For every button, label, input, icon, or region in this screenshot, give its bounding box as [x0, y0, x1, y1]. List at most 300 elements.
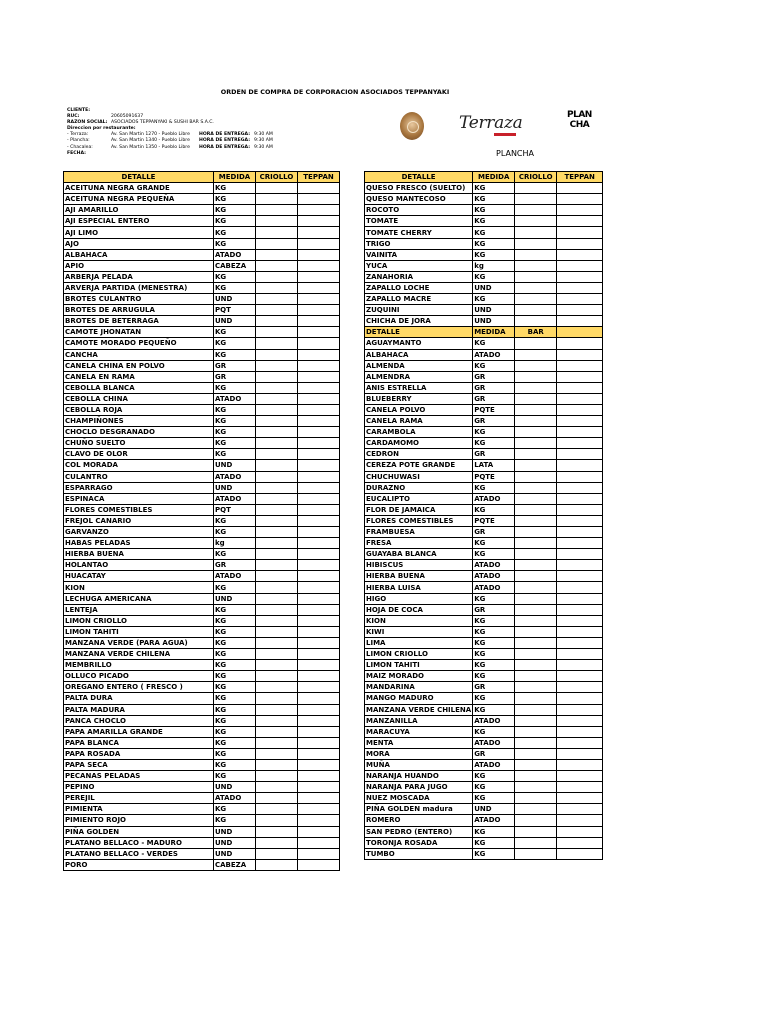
item-name: ROMERO: [365, 815, 473, 826]
qty-criollo-cell[interactable]: [515, 582, 557, 593]
qty-criollo-cell[interactable]: [256, 604, 298, 615]
qty-criollo-cell[interactable]: [515, 615, 557, 626]
qty-criollo-cell[interactable]: [256, 771, 298, 782]
qty-teppan-cell[interactable]: [298, 449, 340, 460]
qty-teppan-cell[interactable]: [557, 560, 603, 571]
qty-teppan-cell[interactable]: [298, 604, 340, 615]
hora-label: HORA DE ENTREGA:: [199, 138, 251, 144]
qty-criollo-cell[interactable]: [256, 216, 298, 227]
table-row: [365, 515, 603, 526]
qty-criollo-cell[interactable]: [515, 216, 557, 227]
qty-teppan-cell[interactable]: [557, 582, 603, 593]
qty-criollo-cell[interactable]: [256, 804, 298, 815]
qty-teppan-cell[interactable]: [557, 449, 603, 460]
qty-teppan-cell[interactable]: [298, 693, 340, 704]
qty-criollo-cell[interactable]: [256, 549, 298, 560]
qty-teppan-cell[interactable]: [557, 671, 603, 682]
qty-teppan-cell[interactable]: [557, 504, 603, 515]
qty-criollo-cell[interactable]: [256, 560, 298, 571]
qty-criollo-cell[interactable]: [256, 626, 298, 637]
qty-criollo-cell[interactable]: [256, 748, 298, 759]
qty-criollo-cell[interactable]: [256, 460, 298, 471]
qty-teppan-cell[interactable]: [557, 349, 603, 360]
qty-teppan-cell[interactable]: [557, 416, 603, 427]
qty-teppan-cell[interactable]: [298, 649, 340, 660]
qty-criollo-cell[interactable]: [515, 815, 557, 826]
qty-teppan-cell[interactable]: [557, 804, 603, 815]
qty-teppan-cell[interactable]: [557, 782, 603, 793]
qty-criollo-cell[interactable]: [515, 571, 557, 582]
qty-criollo-cell[interactable]: [515, 682, 557, 693]
item-name: PECANAS PELADAS: [64, 771, 214, 782]
qty-criollo-cell[interactable]: [256, 704, 298, 715]
qty-teppan-cell[interactable]: [298, 404, 340, 415]
table-row: [64, 327, 340, 338]
qty-teppan-cell[interactable]: [557, 227, 603, 238]
qty-teppan-cell[interactable]: [557, 682, 603, 693]
table-row: [64, 626, 340, 637]
qty-criollo-cell[interactable]: [256, 493, 298, 504]
qty-teppan-cell[interactable]: [298, 338, 340, 349]
qty-teppan-cell[interactable]: [298, 782, 340, 793]
qty-criollo-cell[interactable]: [515, 227, 557, 238]
qty-criollo-cell[interactable]: [256, 382, 298, 393]
qty-teppan-cell[interactable]: [557, 626, 603, 637]
qty-criollo-cell[interactable]: [256, 826, 298, 837]
qty-teppan-cell[interactable]: [557, 382, 603, 393]
qty-teppan-cell[interactable]: [298, 294, 340, 305]
qty-teppan-cell[interactable]: [298, 194, 340, 205]
qty-teppan-cell[interactable]: [557, 571, 603, 582]
qty-criollo-cell[interactable]: [515, 238, 557, 249]
qty-criollo-cell[interactable]: [256, 393, 298, 404]
qty-criollo-cell[interactable]: [515, 515, 557, 526]
qty-teppan-cell[interactable]: [557, 637, 603, 648]
qty-teppan-cell[interactable]: [557, 393, 603, 404]
qty-teppan-cell[interactable]: [298, 427, 340, 438]
qty-criollo-cell[interactable]: [256, 194, 298, 205]
item-name: SAN PEDRO (ENTERO): [365, 826, 473, 837]
qty-teppan-cell[interactable]: [298, 582, 340, 593]
qty-teppan-cell[interactable]: [298, 682, 340, 693]
qty-criollo-cell[interactable]: [515, 826, 557, 837]
qty-criollo-cell[interactable]: [515, 771, 557, 782]
qty-criollo-cell[interactable]: [256, 527, 298, 538]
qty-teppan-cell[interactable]: [557, 427, 603, 438]
item-name: CARAMBOLA: [365, 427, 473, 438]
qty-teppan-cell[interactable]: [298, 504, 340, 515]
subheader-bar: BAR: [515, 327, 557, 338]
qty-teppan-cell[interactable]: [298, 238, 340, 249]
qty-criollo-cell[interactable]: [256, 848, 298, 859]
qty-teppan-cell[interactable]: [298, 471, 340, 482]
item-name: ALMENDRA: [365, 371, 473, 382]
qty-teppan-cell[interactable]: [298, 759, 340, 770]
qty-teppan-cell[interactable]: [557, 715, 603, 726]
qty-teppan-cell[interactable]: [557, 837, 603, 848]
qty-teppan-cell[interactable]: [557, 216, 603, 227]
qty-criollo-cell[interactable]: [515, 549, 557, 560]
qty-criollo-cell[interactable]: [515, 538, 557, 549]
qty-teppan-cell[interactable]: [557, 260, 603, 271]
qty-criollo-cell[interactable]: [515, 427, 557, 438]
item-unit: KG: [214, 649, 256, 660]
item-unit: UND: [473, 316, 515, 327]
qty-criollo-cell[interactable]: [515, 349, 557, 360]
item-name: PIMIENTA: [64, 804, 214, 815]
qty-teppan-cell[interactable]: [298, 349, 340, 360]
qty-criollo-cell[interactable]: [515, 593, 557, 604]
qty-criollo-cell[interactable]: [256, 815, 298, 826]
qty-teppan-cell[interactable]: [557, 527, 603, 538]
table-row: [64, 382, 340, 393]
qty-criollo-cell[interactable]: [256, 327, 298, 338]
item-name: PORO: [64, 859, 214, 870]
table-row: [64, 582, 340, 593]
qty-criollo-cell[interactable]: [256, 737, 298, 748]
item-unit: KG: [214, 349, 256, 360]
qty-teppan-cell[interactable]: [298, 316, 340, 327]
qty-criollo-cell[interactable]: [256, 571, 298, 582]
qty-criollo-cell[interactable]: [256, 316, 298, 327]
qty-criollo-cell[interactable]: [256, 759, 298, 770]
qty-criollo-cell[interactable]: [256, 360, 298, 371]
qty-teppan-cell[interactable]: [298, 538, 340, 549]
table-row: [64, 194, 340, 205]
qty-criollo-cell[interactable]: [515, 660, 557, 671]
qty-teppan-cell[interactable]: [557, 438, 603, 449]
qty-teppan-cell[interactable]: [557, 693, 603, 704]
qty-criollo-cell[interactable]: [515, 205, 557, 216]
qty-criollo-cell[interactable]: [256, 538, 298, 549]
qty-criollo-cell[interactable]: [515, 260, 557, 271]
table-row: [64, 549, 340, 560]
qty-criollo-cell[interactable]: [515, 560, 557, 571]
table-row: [64, 815, 340, 826]
item-name: CANELA POLVO: [365, 404, 473, 415]
qty-criollo-cell[interactable]: [256, 660, 298, 671]
qty-teppan-cell[interactable]: [298, 726, 340, 737]
qty-teppan-cell[interactable]: [298, 282, 340, 293]
qty-teppan-cell[interactable]: [298, 183, 340, 194]
qty-criollo-cell[interactable]: [515, 482, 557, 493]
item-unit: KG: [214, 726, 256, 737]
qty-teppan-cell[interactable]: [298, 737, 340, 748]
qty-criollo-cell[interactable]: [515, 637, 557, 648]
qty-criollo-cell[interactable]: [515, 671, 557, 682]
qty-criollo-cell[interactable]: [256, 371, 298, 382]
qty-teppan-cell[interactable]: [557, 848, 603, 859]
qty-criollo-cell[interactable]: [515, 249, 557, 260]
qty-criollo-cell[interactable]: [515, 848, 557, 859]
table-row: [365, 371, 603, 382]
qty-teppan-cell[interactable]: [298, 660, 340, 671]
qty-teppan-cell[interactable]: [298, 704, 340, 715]
qty-teppan-cell[interactable]: [557, 471, 603, 482]
qty-teppan-cell[interactable]: [557, 793, 603, 804]
item-unit: KG: [473, 837, 515, 848]
table-row: [365, 804, 603, 815]
qty-teppan-cell[interactable]: [298, 637, 340, 648]
restaurant-seal-logo: [400, 112, 424, 140]
qty-teppan-cell[interactable]: [298, 848, 340, 859]
qty-teppan-cell[interactable]: [298, 826, 340, 837]
qty-criollo-cell[interactable]: [515, 471, 557, 482]
qty-teppan-cell[interactable]: [557, 704, 603, 715]
qty-criollo-cell[interactable]: [256, 249, 298, 260]
qty-criollo-cell[interactable]: [515, 271, 557, 282]
item-unit: KG: [214, 549, 256, 560]
qty-criollo-cell[interactable]: [256, 837, 298, 848]
qty-criollo-cell[interactable]: [256, 260, 298, 271]
qty-teppan-cell[interactable]: [557, 316, 603, 327]
qty-criollo-cell[interactable]: [256, 693, 298, 704]
hora-label: HORA DE ENTREGA:: [199, 144, 251, 150]
qty-teppan-cell[interactable]: [298, 793, 340, 804]
qty-criollo-cell[interactable]: [256, 637, 298, 648]
qty-criollo-cell[interactable]: [256, 294, 298, 305]
qty-criollo-cell[interactable]: [256, 271, 298, 282]
qty-teppan-cell[interactable]: [557, 371, 603, 382]
qty-teppan-cell[interactable]: [557, 815, 603, 826]
qty-teppan-cell[interactable]: [557, 759, 603, 770]
qty-criollo-cell[interactable]: [515, 282, 557, 293]
qty-teppan-cell[interactable]: [298, 305, 340, 316]
qty-criollo-cell[interactable]: [515, 371, 557, 382]
qty-criollo-cell[interactable]: [256, 305, 298, 316]
item-unit: KG: [473, 826, 515, 837]
qty-criollo-cell[interactable]: [515, 393, 557, 404]
qty-criollo-cell[interactable]: [515, 782, 557, 793]
qty-teppan-cell[interactable]: [298, 549, 340, 560]
qty-criollo-cell[interactable]: [515, 460, 557, 471]
qty-criollo-cell[interactable]: [256, 504, 298, 515]
qty-criollo-cell[interactable]: [256, 282, 298, 293]
qty-teppan-cell[interactable]: [557, 604, 603, 615]
qty-criollo-cell[interactable]: [515, 793, 557, 804]
qty-teppan-cell[interactable]: [557, 305, 603, 316]
qty-teppan-cell[interactable]: [557, 460, 603, 471]
qty-criollo-cell[interactable]: [515, 737, 557, 748]
qty-criollo-cell[interactable]: [256, 427, 298, 438]
item-unit: kg: [473, 260, 515, 271]
qty-teppan-cell[interactable]: [298, 815, 340, 826]
qty-teppan-cell[interactable]: [557, 249, 603, 260]
qty-criollo-cell[interactable]: [515, 294, 557, 305]
qty-criollo-cell[interactable]: [515, 360, 557, 371]
qty-teppan-cell[interactable]: [298, 671, 340, 682]
qty-criollo-cell[interactable]: [256, 471, 298, 482]
qty-teppan-cell[interactable]: [557, 660, 603, 671]
item-unit: KG: [473, 704, 515, 715]
qty-teppan-cell[interactable]: [557, 826, 603, 837]
qty-teppan-cell[interactable]: [298, 626, 340, 637]
table-row: [365, 637, 603, 648]
qty-teppan-cell[interactable]: [557, 183, 603, 194]
item-name: PAPA BLANCA: [64, 737, 214, 748]
qty-criollo-cell[interactable]: [515, 704, 557, 715]
item-unit: kg: [214, 538, 256, 549]
table-row: [365, 504, 603, 515]
qty-teppan-cell[interactable]: [298, 571, 340, 582]
table-row: [64, 460, 340, 471]
qty-criollo-cell[interactable]: [256, 582, 298, 593]
item-name: HOJA DE COCA: [365, 604, 473, 615]
qty-teppan-cell[interactable]: [298, 527, 340, 538]
qty-teppan-cell[interactable]: [298, 249, 340, 260]
table-row: [365, 782, 603, 793]
qty-teppan-cell[interactable]: [557, 271, 603, 282]
qty-teppan-cell[interactable]: [298, 515, 340, 526]
qty-criollo-cell[interactable]: [256, 438, 298, 449]
plancha-logo-line-2: CHA: [569, 120, 590, 130]
qty-criollo-cell[interactable]: [256, 715, 298, 726]
qty-criollo-cell[interactable]: [515, 804, 557, 815]
qty-criollo-cell[interactable]: [256, 338, 298, 349]
item-unit: KG: [473, 626, 515, 637]
qty-criollo-cell[interactable]: [515, 649, 557, 660]
qty-criollo-cell[interactable]: [256, 404, 298, 415]
table-row: [365, 416, 603, 427]
qty-teppan-cell[interactable]: [557, 205, 603, 216]
item-unit: KG: [214, 238, 256, 249]
qty-criollo-cell[interactable]: [256, 615, 298, 626]
qty-criollo-cell[interactable]: [515, 382, 557, 393]
qty-teppan-cell[interactable]: [557, 238, 603, 249]
qty-teppan-cell[interactable]: [298, 205, 340, 216]
qty-teppan-cell[interactable]: [557, 493, 603, 504]
qty-criollo-cell[interactable]: [256, 515, 298, 526]
qty-teppan-cell[interactable]: [298, 216, 340, 227]
qty-criollo-cell[interactable]: [515, 693, 557, 704]
qty-teppan-cell[interactable]: [557, 294, 603, 305]
qty-teppan-cell[interactable]: [298, 360, 340, 371]
qty-teppan-cell[interactable]: [557, 338, 603, 349]
qty-teppan-cell[interactable]: [557, 771, 603, 782]
qty-criollo-cell[interactable]: [256, 349, 298, 360]
qty-criollo-cell[interactable]: [256, 183, 298, 194]
qty-criollo-cell[interactable]: [515, 438, 557, 449]
qty-criollo-cell[interactable]: [515, 194, 557, 205]
qty-teppan-cell[interactable]: [298, 771, 340, 782]
qty-criollo-cell[interactable]: [515, 493, 557, 504]
item-unit: KG: [214, 438, 256, 449]
qty-teppan-cell[interactable]: [298, 560, 340, 571]
qty-teppan-cell[interactable]: [298, 371, 340, 382]
qty-criollo-cell[interactable]: [515, 759, 557, 770]
item-name: LIMON CRIOLLO: [365, 649, 473, 660]
qty-criollo-cell[interactable]: [515, 715, 557, 726]
qty-teppan-cell[interactable]: [557, 737, 603, 748]
item-name: ARVERJA PARTIDA (MENESTRA): [64, 282, 214, 293]
qty-criollo-cell[interactable]: [256, 227, 298, 238]
qty-teppan-cell[interactable]: [298, 804, 340, 815]
qty-criollo-cell[interactable]: [256, 416, 298, 427]
qty-teppan-cell[interactable]: [298, 715, 340, 726]
item-name: CEBOLLA ROJA: [64, 404, 214, 415]
qty-teppan-cell[interactable]: [557, 194, 603, 205]
item-unit: KG: [214, 704, 256, 715]
qty-criollo-cell[interactable]: [256, 593, 298, 604]
qty-teppan-cell[interactable]: [557, 593, 603, 604]
qty-criollo-cell[interactable]: [256, 782, 298, 793]
qty-teppan-cell[interactable]: [298, 438, 340, 449]
qty-teppan-cell[interactable]: [298, 327, 340, 338]
qty-criollo-cell[interactable]: [515, 604, 557, 615]
qty-criollo-cell[interactable]: [515, 504, 557, 515]
qty-teppan-cell[interactable]: [557, 748, 603, 759]
qty-criollo-cell[interactable]: [515, 527, 557, 538]
qty-teppan-cell[interactable]: [557, 726, 603, 737]
qty-teppan-cell[interactable]: [557, 538, 603, 549]
qty-teppan-cell[interactable]: [298, 393, 340, 404]
qty-criollo-cell[interactable]: [256, 238, 298, 249]
qty-teppan-cell[interactable]: [298, 837, 340, 848]
qty-criollo-cell[interactable]: [515, 449, 557, 460]
qty-criollo-cell[interactable]: [256, 482, 298, 493]
qty-teppan-cell[interactable]: [557, 549, 603, 560]
qty-teppan-cell[interactable]: [298, 382, 340, 393]
qty-teppan-cell[interactable]: [298, 615, 340, 626]
qty-criollo-cell[interactable]: [256, 859, 298, 870]
qty-teppan-cell[interactable]: [557, 482, 603, 493]
qty-teppan-cell[interactable]: [557, 649, 603, 660]
qty-teppan-cell[interactable]: [298, 593, 340, 604]
qty-teppan-cell[interactable]: [298, 271, 340, 282]
qty-teppan-cell[interactable]: [557, 515, 603, 526]
qty-criollo-cell[interactable]: [256, 449, 298, 460]
qty-teppan-cell[interactable]: [298, 416, 340, 427]
qty-criollo-cell[interactable]: [256, 671, 298, 682]
qty-criollo-cell[interactable]: [256, 793, 298, 804]
item-unit: ATADO: [473, 715, 515, 726]
item-name: PAPA AMARILLA GRANDE: [64, 726, 214, 737]
qty-teppan-cell[interactable]: [557, 404, 603, 415]
qty-teppan-cell[interactable]: [557, 615, 603, 626]
qty-criollo-cell[interactable]: [256, 682, 298, 693]
qty-criollo-cell[interactable]: [515, 305, 557, 316]
qty-teppan-cell[interactable]: [557, 360, 603, 371]
item-unit: KG: [473, 482, 515, 493]
qty-criollo-cell[interactable]: [515, 404, 557, 415]
item-name: CHUÑO SUELTO: [64, 438, 214, 449]
qty-criollo-cell[interactable]: [515, 316, 557, 327]
qty-criollo-cell[interactable]: [515, 626, 557, 637]
qty-teppan-cell[interactable]: [298, 748, 340, 759]
qty-teppan-cell[interactable]: [298, 493, 340, 504]
ruc-value: 20605091637: [111, 114, 144, 120]
qty-teppan-cell[interactable]: [298, 227, 340, 238]
item-name: MUÑA: [365, 759, 473, 770]
item-unit: KG: [214, 582, 256, 593]
qty-teppan-cell[interactable]: [557, 282, 603, 293]
table-row: [365, 848, 603, 859]
qty-criollo-cell[interactable]: [256, 205, 298, 216]
qty-criollo-cell[interactable]: [515, 748, 557, 759]
qty-criollo-cell[interactable]: [515, 837, 557, 848]
qty-criollo-cell[interactable]: [256, 726, 298, 737]
qty-criollo-cell[interactable]: [256, 649, 298, 660]
qty-criollo-cell[interactable]: [515, 338, 557, 349]
qty-teppan-cell[interactable]: [298, 460, 340, 471]
qty-criollo-cell[interactable]: [515, 183, 557, 194]
qty-teppan-cell[interactable]: [298, 260, 340, 271]
qty-criollo-cell[interactable]: [515, 726, 557, 737]
item-unit: KG: [214, 815, 256, 826]
qty-criollo-cell[interactable]: [515, 416, 557, 427]
qty-teppan-cell[interactable]: [298, 859, 340, 870]
qty-teppan-cell[interactable]: [298, 482, 340, 493]
